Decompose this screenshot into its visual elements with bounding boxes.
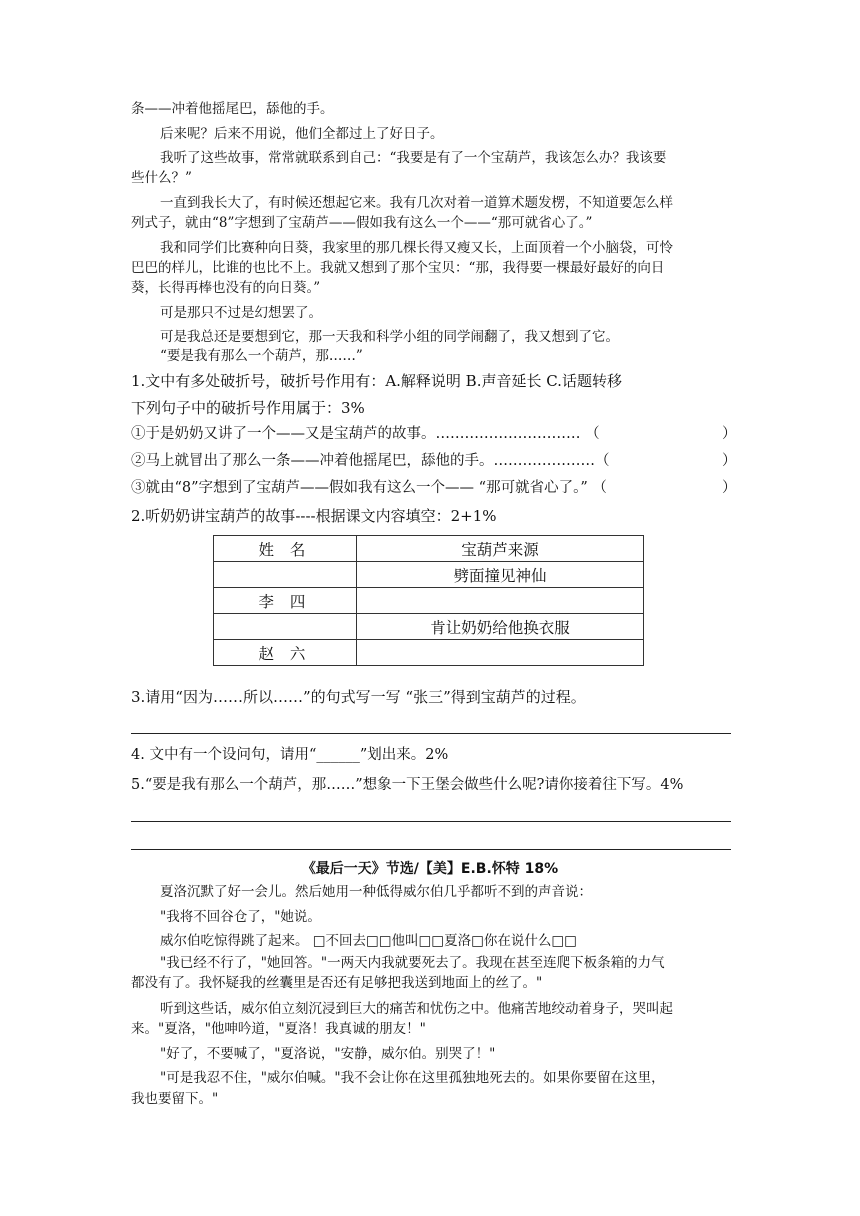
table-cell-source[interactable]: [357, 588, 644, 614]
table-header-source: 宝葫芦来源: [357, 536, 644, 562]
table-cell-name[interactable]: [214, 614, 357, 640]
passage-line: 可是那只不过是幻想罢了。: [160, 305, 322, 321]
question-5-text: 5.“要是我有那么一个葫芦，那……”想象一下王堡会做些什么呢?请你接着往下写。4%: [131, 777, 684, 793]
passage-line: 后来呢？后来不用说，他们全都过上了好日子。: [160, 126, 444, 142]
question-4-text: 4. 文中有一个设问句，请用“______”划出来。2%: [131, 747, 449, 763]
table-header-name: 姓 名: [214, 536, 357, 562]
passage-line: 一直到我长大了，有时候还想起它来。我有几次对着一道算术题发楞，不知道要怎么样: [160, 195, 673, 211]
passage-line: 我也要留下。": [131, 1091, 219, 1107]
table-cell-source: 劈面撞见神仙: [357, 562, 644, 588]
answer-line[interactable]: [131, 849, 731, 850]
answer-line[interactable]: [131, 733, 731, 734]
passage-line: "我将不回谷仓了，"她说。: [160, 909, 321, 925]
passage-line: "我已经不行了，"她回答。"一两天内我就要死去了。我现在甚至连爬下板条箱的力气: [160, 955, 665, 971]
fill-in-table: [213, 535, 644, 666]
passage-line: 条——冲着他摇尾巴，舔他的手。: [131, 101, 334, 117]
table-row: [214, 588, 644, 614]
passage-line: 葵，长得再棒也没有的向日葵。”: [131, 280, 321, 296]
answer-paren-close: ）: [722, 480, 737, 496]
table-cell-name[interactable]: [214, 562, 357, 588]
passage-line: 列式子，就由“8”字想到了宝葫芦——假如我有这么一个——“那可就省心了。”: [131, 215, 593, 231]
passage-line: 威尔伯吃惊得跳了起来。 □不回去□□他叫□□夏洛□你在说什么□□: [160, 933, 577, 949]
passage-line: 都没有了。我怀疑我的丝囊里是否还有足够把我送到地面上的丝了。": [131, 975, 543, 991]
question-2-text: 2.听奶奶讲宝葫芦的故事----根据课文内容填空：2+1%: [131, 507, 497, 525]
table-cell-source: 肯让奶奶给他换衣服: [357, 614, 644, 640]
question-1-item: ①于是奶奶又讲了一个——又是宝葫芦的故事。………………………… （: [131, 426, 600, 442]
answer-line[interactable]: [131, 821, 731, 822]
passage-line: “要是我有那么一个葫芦，那……”: [160, 348, 363, 364]
passage-line: 可是我总还是要想到它，那一天我和科学小组的同学闹翻了，我又想到了它。: [160, 329, 619, 345]
answer-paren-close: ）: [722, 426, 737, 442]
section-title: 《最后一天》节选/【美】E.B.怀特 18%: [301, 861, 559, 877]
question-1-item: ③就由“8”字想到了宝葫芦——假如我有这么一个—— “那可就省心了。” （: [131, 480, 607, 496]
answer-paren-close: ）: [722, 453, 737, 469]
table-cell-name: 赵 六: [214, 640, 357, 666]
table-row: [214, 562, 644, 588]
table-cell-source[interactable]: [357, 640, 644, 666]
passage-line: 些什么？”: [131, 170, 192, 186]
question-1-text: 1.文中有多处破折号，破折号作用有：A.解释说明 B.声音延长 C.话题转移: [131, 372, 622, 390]
passage-line: 夏洛沉默了好一会儿。然后她用一种低得威尔伯几乎都听不到的声音说：: [160, 884, 592, 900]
table-row: [214, 614, 644, 640]
passage-line: 我听了这些故事，常常就联系到自己：“我要是有了一个宝葫芦，我该怎么办？我该要: [160, 150, 667, 166]
question-3-text: 3.请用“因为……所以……”的句式写一写 “张三”得到宝葫芦的过程。: [131, 688, 586, 706]
passage-line: 巴巴的样儿，比谁的也比不上。我就又想到了那个宝贝：“那，我得要一棵最好最好的向日: [131, 260, 665, 276]
passage-line: 来。"夏洛，"他呻吟道，"夏洛！我真诚的朋友！": [131, 1021, 426, 1037]
passage-line: "可是我忍不住，"威尔伯喊。"我不会让你在这里孤独地死去的。如果你要留在这里，: [160, 1070, 665, 1086]
passage-line: 听到这些话，威尔伯立刻沉浸到巨大的痛苦和忧伤之中。他痛苦地绞动着身子，哭叫起: [160, 1001, 673, 1017]
table-cell-name: 李 四: [214, 588, 357, 614]
table-row: [214, 640, 644, 666]
passage-line: "好了，不要喊了，"夏洛说，"安静，威尔伯。别哭了！": [160, 1046, 496, 1062]
passage-line: 我和同学们比赛种向日葵，我家里的那几棵长得又瘦又长，上面顶着一个小脑袋，可怜: [160, 240, 673, 256]
question-1-subtext: 下列句子中的破折号作用属于：3%: [131, 399, 365, 417]
question-1-item: ②马上就冒出了那么一条——冲着他摇尾巴，舔他的手。…………………（: [131, 453, 610, 469]
table-header-row: [214, 536, 644, 562]
